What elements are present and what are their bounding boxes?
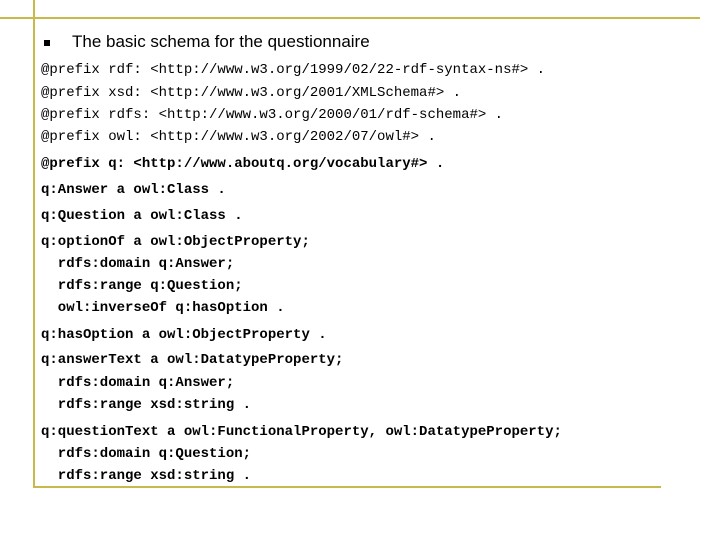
code-line-question-class: q:Question a owl:Class . <box>41 208 243 224</box>
code-line-prefix-rdf: @prefix rdf: <http://www.w3.org/1999/02/22-rdf-syntax-ns#> . <box>41 62 546 78</box>
code-line-answer-class: q:Answer a owl:Class . <box>41 182 226 198</box>
code-line-questiontext-domain: rdfs:domain q:Question; <box>41 446 252 462</box>
code-line-optionof: q:optionOf a owl:ObjectProperty; <box>41 234 310 250</box>
code-line-answertext: q:answerText a owl:DatatypeProperty; <box>41 352 344 368</box>
code-line-optionof-inverse: owl:inverseOf q:hasOption . <box>41 300 285 316</box>
slide-heading: The basic schema for the questionnaire <box>72 32 370 51</box>
code-line-answertext-range: rdfs:range xsd:string . <box>41 397 252 413</box>
code-line-prefix-owl: @prefix owl: <http://www.w3.org/2002/07/owl#> . <box>41 129 436 145</box>
heading-row <box>44 32 370 52</box>
code-line-questiontext-range: rdfs:range xsd:string . <box>41 468 252 484</box>
code-line-prefix-q: @prefix q: <http://www.aboutq.org/vocabulary#> . <box>41 156 445 172</box>
bottom-rule <box>33 486 661 488</box>
code-line-prefix-xsd: @prefix xsd: <http://www.w3.org/2001/XMLSchema#> . <box>41 85 462 101</box>
code-line-questiontext: q:questionText a owl:FunctionalProperty, owl:DatatypeProperty; <box>41 424 562 440</box>
code-line-answertext-domain: rdfs:domain q:Answer; <box>41 375 235 391</box>
left-rule <box>33 0 35 488</box>
top-rule <box>0 17 700 19</box>
code-line-prefix-rdfs: @prefix rdfs: <http://www.w3.org/2000/01/rdf-schema#> . <box>41 107 504 123</box>
code-line-optionof-domain: rdfs:domain q:Answer; <box>41 256 235 272</box>
square-bullet-icon <box>44 40 50 46</box>
code-line-optionof-range: rdfs:range q:Question; <box>41 278 243 294</box>
code-line-hasoption: q:hasOption a owl:ObjectProperty . <box>41 327 327 343</box>
